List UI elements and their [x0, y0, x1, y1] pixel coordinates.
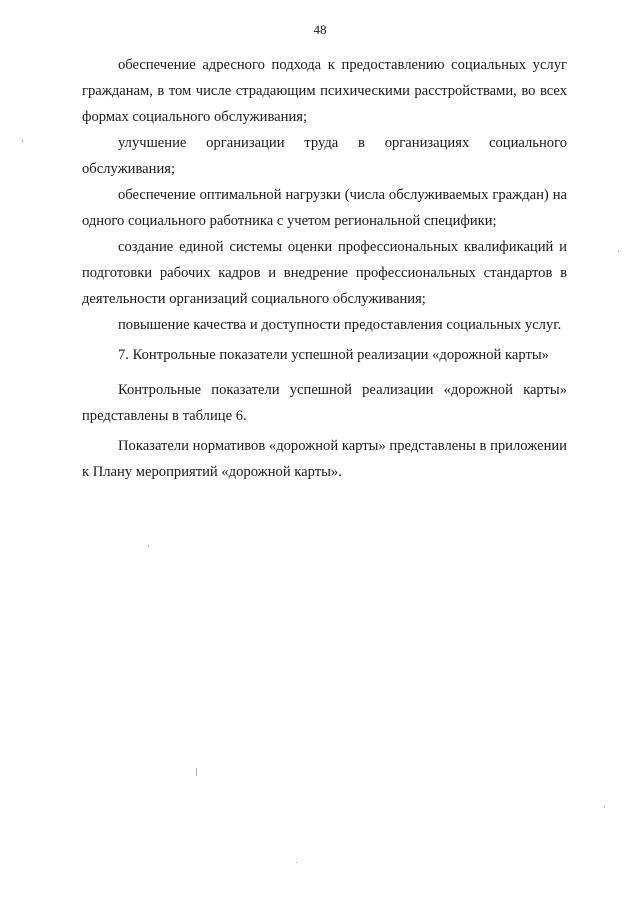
- scan-speck: [604, 806, 605, 808]
- scan-speck: [22, 140, 23, 142]
- paragraph: повышение качества и доступности предоставления социальных услуг.: [118, 317, 562, 333]
- paragraph: обеспечение адресного подхода к предоставлению социальных услуг гражданам, в том числе страдающим психическими расстройствами, во всех формах социального обслуживания;: [82, 57, 567, 125]
- page-number: 48: [313, 22, 327, 37]
- scan-speck: [148, 545, 149, 547]
- paragraph: создание единой системы оценки профессиональных квалификаций и подготовки рабочих кадров и внедрение профессиональных стандартов в деятельности организаций социального обслуживания;: [82, 239, 567, 307]
- section-heading: 7. Контрольные показатели успешной реализации «дорожной карты»: [118, 347, 549, 363]
- paragraph: Показатели нормативов «дорожной карты» представлены в приложении к Плану мероприятий «дорожной карты».: [82, 438, 567, 480]
- paragraph: улучшение организации труда в организациях социального обслуживания;: [82, 135, 567, 177]
- scan-speck: [196, 768, 197, 776]
- document-body: [82, 52, 567, 485]
- scan-speck: [618, 250, 619, 252]
- scan-speck: [296, 862, 297, 863]
- paragraph: Контрольные показатели успешной реализации «дорожной карты» представлены в таблице 6.: [82, 382, 567, 424]
- paragraph: обеспечение оптимальной нагрузки (числа обслуживаемых граждан) на одного социального работника с учетом региональной специфики;: [82, 187, 567, 229]
